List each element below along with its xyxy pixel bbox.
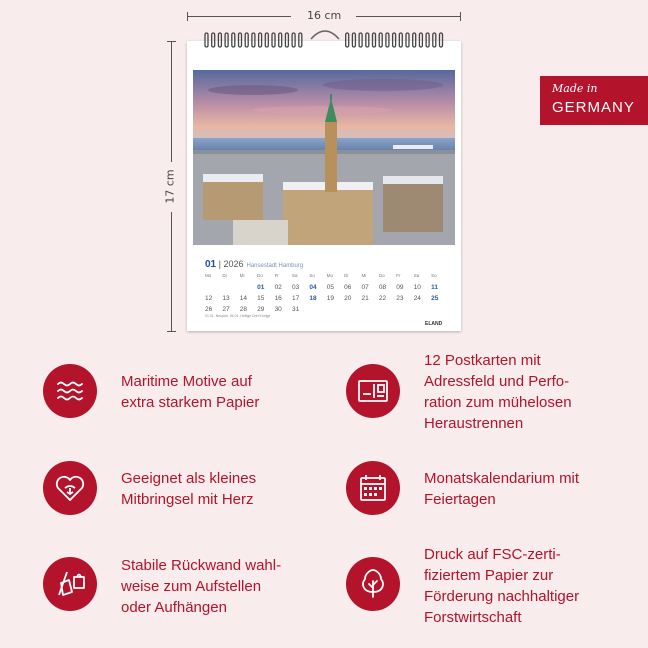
- day-cell: 13: [222, 295, 230, 302]
- day-cell: 08: [378, 284, 387, 291]
- day-cell: [344, 306, 361, 317]
- day-cell: [396, 306, 413, 317]
- weekday-label: Mi: [361, 273, 367, 278]
- width-tick-left: [187, 12, 188, 21]
- badge-made-in: Made in: [552, 82, 598, 95]
- weekday-label: Sa: [413, 273, 420, 278]
- day-cell: 31: [291, 306, 300, 313]
- height-tick-top: [167, 41, 176, 42]
- calendar-product: [187, 41, 461, 331]
- day-cell: 20: [344, 295, 352, 302]
- calendar-icon: [346, 461, 400, 515]
- day-cell: 02: [274, 284, 282, 291]
- day-cell: 23: [396, 295, 404, 302]
- day-cell: [327, 306, 344, 317]
- calendar-year: 2026: [223, 259, 244, 269]
- weekday-label: Do: [378, 273, 385, 278]
- spiral-coil: [292, 33, 295, 47]
- feature-text-maritime: Maritime Motive auf extra starkem Papier: [121, 373, 260, 411]
- spiral-coil: [212, 33, 215, 47]
- day-cell: 22: [378, 295, 387, 302]
- weekday-label: Mi: [239, 273, 245, 278]
- day-cell: 21: [361, 295, 369, 302]
- day-cell: 18: [309, 295, 317, 302]
- day-cell: [240, 284, 257, 295]
- weekday-label: Di: [344, 273, 349, 278]
- spiral-coil: [419, 33, 422, 47]
- badge-country: GERMANY: [552, 99, 635, 116]
- spiral-coil: [259, 33, 262, 47]
- postcard-icon: [346, 364, 400, 418]
- weekday-label: Do: [257, 273, 263, 278]
- width-dimension-line-left: [187, 16, 291, 17]
- day-cell: 30: [274, 306, 282, 313]
- day-cell: 28: [239, 306, 248, 313]
- holiday-note: 01.01. Neujahr, 06.01. Heilige Drei Könige: [205, 314, 271, 318]
- calendar-header: [205, 259, 303, 270]
- spiral-coil: [433, 33, 436, 47]
- spiral-coil: [440, 33, 443, 47]
- day-cell: 29: [257, 306, 265, 313]
- day-cell: 12: [205, 295, 213, 302]
- day-cell: [414, 306, 431, 317]
- weekday-label: So: [431, 273, 437, 278]
- width-tick-right: [460, 12, 461, 21]
- spiral-coil: [205, 33, 208, 47]
- spiral-coil: [352, 33, 355, 47]
- day-cell: [309, 306, 326, 317]
- stand-hang-icon: [43, 557, 97, 611]
- width-dimension-line-right: [356, 16, 461, 17]
- height-dimension-line-top: [171, 41, 172, 162]
- city-name: Hansestadt Hamburg: [246, 263, 304, 269]
- day-cell: 07: [361, 284, 369, 291]
- spiral-coil: [426, 33, 429, 47]
- weekday-label: Di: [222, 273, 227, 278]
- height-dimension-line-bottom: [171, 212, 172, 331]
- spiral-coil: [225, 33, 228, 47]
- feature-text-postcards: 12 Postkarten mit Adressfeld und Perfo- ration zum mühelosen Heraustrennen: [424, 352, 572, 432]
- weekday-label: Fr: [396, 273, 401, 278]
- feature-text-calendar: Monatskalendarium mit Feiertagen: [424, 470, 580, 508]
- day-cell: 15: [257, 295, 265, 302]
- month-number: 01: [205, 259, 217, 270]
- day-cell: 10: [413, 284, 421, 291]
- day-cell: 04: [309, 284, 317, 291]
- day-cell: 11: [431, 284, 438, 291]
- weekday-label: Fr: [274, 273, 279, 278]
- feature-text-backboard: Stabile Rückwand wahl- weise zum Aufstellen oder Aufhängen: [121, 557, 282, 616]
- weekday-label: Mo: [205, 273, 212, 278]
- week-row: [205, 284, 449, 295]
- spiral-coil: [232, 33, 235, 47]
- day-cell: 06: [344, 284, 352, 291]
- header-separator: |: [216, 259, 224, 269]
- spiral-coil: [379, 33, 382, 47]
- day-cell: [379, 306, 396, 317]
- day-cell: 03: [291, 284, 300, 291]
- spiral-coil: [393, 33, 396, 47]
- made-in-germany-badge: [540, 76, 648, 125]
- weekday-label: Mo: [326, 273, 333, 278]
- waves-icon: [43, 364, 97, 418]
- height-label: 17 cm: [163, 169, 177, 204]
- spiral-coil: [245, 33, 248, 47]
- spiral-coil: [252, 33, 255, 47]
- day-cell: 19: [326, 295, 334, 302]
- spiral-coil: [386, 33, 389, 47]
- feature-text-fsc: Druck auf FSC-zerti- fiziertem Papier zur Förderung nachhaltiger Forstwirtschaft: [424, 546, 580, 626]
- day-cell: [205, 284, 222, 295]
- brand-logo: ELAND: [425, 321, 443, 327]
- spiral-coil: [366, 33, 369, 47]
- day-cell: 27: [222, 306, 230, 313]
- spiral-coil: [373, 33, 376, 47]
- spiral-coil: [413, 33, 416, 47]
- tree-icon: [346, 557, 400, 611]
- spiral-coil: [272, 33, 275, 47]
- day-cell: [362, 306, 379, 317]
- day-cell: 14: [239, 295, 248, 302]
- spiral-coil: [279, 33, 282, 47]
- day-cell: [431, 306, 448, 317]
- weekday-label: So: [309, 273, 315, 278]
- heart-gift-icon: [43, 461, 97, 515]
- day-cell: 24: [413, 295, 421, 302]
- spiral-coil: [359, 33, 362, 47]
- width-label: 16 cm: [307, 9, 342, 22]
- day-cell: [222, 284, 239, 295]
- spiral-coil: [406, 33, 409, 47]
- day-cell: 25: [431, 295, 439, 302]
- day-cell: 26: [205, 306, 213, 313]
- day-cell: 16: [274, 295, 282, 302]
- feature-text-gift: Geeignet als kleines Mitbringsel mit Herz: [121, 470, 257, 508]
- day-cell: 01: [257, 284, 265, 291]
- spiral-binding: [203, 29, 447, 51]
- height-tick-bottom: [167, 331, 176, 332]
- day-cell: 17: [291, 295, 300, 302]
- week-row: [205, 295, 449, 306]
- spiral-coil: [218, 33, 221, 47]
- weekday-row: [205, 273, 449, 284]
- month-grid: [205, 273, 449, 317]
- hamburg-photo: [193, 70, 455, 245]
- weekday-label: Sa: [291, 273, 298, 278]
- spiral-coil: [265, 33, 268, 47]
- spiral-coil: [346, 33, 349, 47]
- day-cell: 05: [326, 284, 334, 291]
- spiral-coil: [239, 33, 242, 47]
- spiral-coil: [285, 33, 288, 47]
- spiral-coil: [299, 33, 302, 47]
- spiral-coil: [399, 33, 402, 47]
- day-cell: 09: [396, 284, 404, 291]
